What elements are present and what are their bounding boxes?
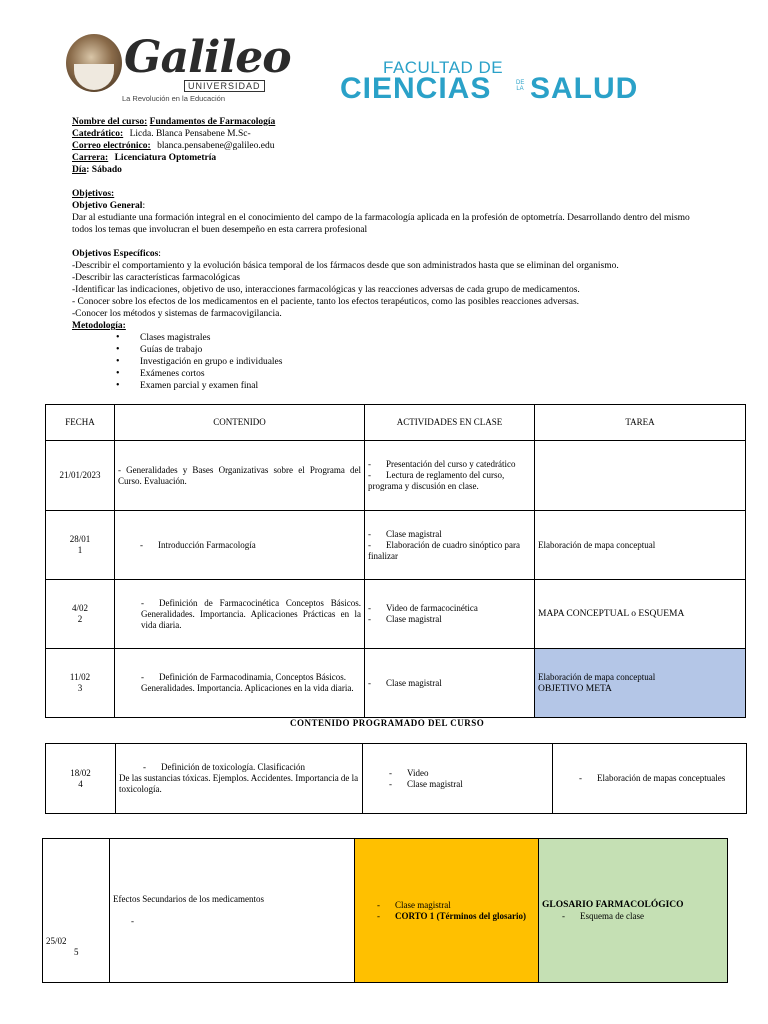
specific-objective-item: - Conocer sobre los efectos de los medicamentos en el paciente, tanto los efectos terapéuticos, como las posibles reacciones adversas. <box>72 297 580 307</box>
logo-tagline: La Revolución en la Educación <box>122 94 225 103</box>
activities-cell: - Video de farmacocinética - Clase magistral <box>365 580 535 649</box>
activities-cell: - Clase magistral - Elaboración de cuadro sinóptico para finalizar <box>365 511 535 580</box>
specific-objective-item: -Identificar las indicaciones, objetivo de uso, interacciones farmacológicas y las reacciones adversas de cada grupo de medicamentos. <box>72 285 580 295</box>
content-cell: Efectos Secundarios de los medicamentos - <box>110 839 355 983</box>
list-item: • Investigación en grupo e individuales <box>140 356 712 368</box>
date-cell: 18/02 4 <box>46 744 116 814</box>
content-cell: - Definición de toxicología. Clasificación De las sustancias tóxicas. Ejemplos. Accidentes. Importancia de la toxicología. <box>116 744 363 814</box>
schedule-table-2 <box>45 743 747 814</box>
content-cell: - Definición de Farmacocinética Conceptos Básicos. Generalidades. Importancia. Aplicaciones Prácticas en la vida diaria. <box>115 580 365 649</box>
task-cell: MAPA CONCEPTUAL o ESQUEMA <box>535 580 746 649</box>
specific-objective-item: -Conocer los métodos y sistemas de farmacovigilancia. <box>72 309 282 319</box>
header-cell: TAREA <box>535 405 746 441</box>
header-cell: ACTIVIDADES EN CLASE <box>365 405 535 441</box>
course-info <box>72 116 712 392</box>
content-cell: - Generalidades y Bases Organizativas sobre el Programa del Curso. Evaluación. <box>115 441 365 511</box>
content-cell: - Definición de Farmacodinamia, Conceptos Básicos. Generalidades. Importancia. Aplicaciones en la vida diaria. <box>115 649 365 718</box>
task-cell: - Elaboración de mapas conceptuales <box>553 744 747 814</box>
table-row <box>46 649 746 718</box>
methodology-list <box>72 332 712 392</box>
schedule-table <box>45 404 746 718</box>
table-row <box>46 744 747 814</box>
university-logo <box>66 32 291 108</box>
task-cell-highlighted: GLOSARIO FARMACOLÓGICO - Esquema de clase <box>539 839 728 983</box>
day-line: Día: Sábado <box>72 165 122 175</box>
date-cell: 21/01/2023 <box>46 441 115 511</box>
task-cell: Elaboración de mapa conceptual <box>535 511 746 580</box>
logo-wordmark: Galileo <box>124 32 291 83</box>
galileo-portrait-icon <box>66 34 122 92</box>
date-cell: 4/02 2 <box>46 580 115 649</box>
faculty-label-top: FACULTAD DE <box>383 58 504 77</box>
activities-cell: - Clase magistral <box>365 649 535 718</box>
objectives-title: Objetivos: <box>72 189 115 199</box>
methodology-title: Metodología: <box>72 321 126 331</box>
date-cell: 25/02 5 <box>43 839 110 983</box>
list-item: • Exámenes cortos <box>140 368 712 380</box>
task-cell-highlighted: Elaboración de mapa conceptual OBJETIVO META <box>535 649 746 718</box>
table-row <box>46 580 746 649</box>
activities-cell: - Presentación del curso y catedrático - Lectura de reglamento del curso, programa y discusión en clase. <box>365 441 535 511</box>
header-cell: FECHA <box>46 405 115 441</box>
course-name-line: Nombre del curso: Fundamentos de Farmacología <box>72 117 276 127</box>
activities-cell-highlighted: - Clase magistral - CORTO 1 (Términos del glosario) <box>355 839 539 983</box>
schedule-table-3 <box>42 838 728 983</box>
list-item: • Clases magistrales <box>140 332 712 344</box>
specific-objective-item: -Describir el comportamiento y la evolución básica temporal de los fármacos desde que son administrados hasta que se eliminan del organismo. <box>72 261 619 271</box>
table-header-row <box>46 405 746 441</box>
faculty-label-salud: SALUD <box>530 72 639 105</box>
email-link[interactable]: blanca.pensabene@galileo.edu <box>157 141 275 151</box>
faculty-label-ciencias: CIENCIAS <box>340 72 492 105</box>
teacher-line: Catedrático: Licda. Blanca Pensabene M.Sc- <box>72 129 251 139</box>
header-cell: CONTENIDO <box>115 405 365 441</box>
specific-objective-item: -Describir las características farmacológicas <box>72 273 241 283</box>
general-objective-text: Dar al estudiante una formación integral en el conocimiento del campo de la farmacología aplicada en la profesión de optometría. Desarrollando dentro del mismo todos los temas que involucran el buen desempeño en esta carrera profesional <box>72 213 690 235</box>
logo-subtitle: UNIVERSIDAD <box>184 80 265 92</box>
date-cell: 28/01 1 <box>46 511 115 580</box>
date-cell: 11/02 3 <box>46 649 115 718</box>
career-line: Carrera: Licenciatura Optometría <box>72 153 217 163</box>
list-item: • Examen parcial y examen final <box>140 380 712 392</box>
table-row <box>46 441 746 511</box>
specific-objectives-title: Objetivos Específicos: <box>72 249 161 259</box>
faculty-label-de-la: DE LA <box>516 80 525 92</box>
table-row <box>46 511 746 580</box>
general-objective-title: Objetivo General: <box>72 201 146 211</box>
activities-cell: - Video - Clase magistral <box>363 744 553 814</box>
task-cell <box>535 441 746 511</box>
content-cell: - Introducción Farmacología <box>115 511 365 580</box>
table-caption: CONTENIDO PROGRAMADO DEL CURSO <box>290 718 485 728</box>
list-item: • Guías de trabajo <box>140 344 712 356</box>
table-row <box>43 839 728 983</box>
email-line: Correo electrónico: blanca.pensabene@galileo.edu <box>72 141 275 151</box>
